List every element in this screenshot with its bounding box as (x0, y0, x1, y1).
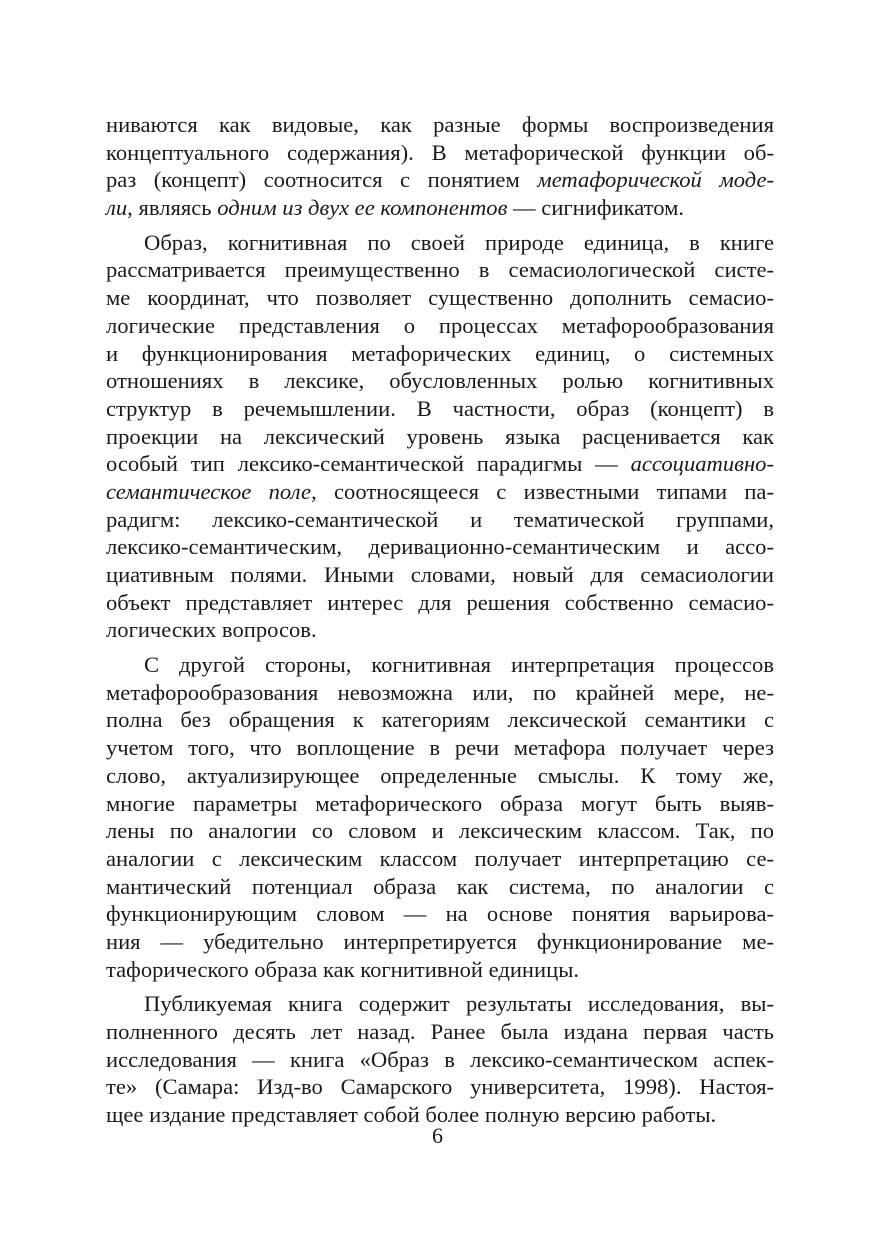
text-segment: радигм: лексико-семантической и тематической группами, (106, 506, 774, 532)
text-segment: ния — убедительно интерпретируется функционирование ме- (106, 928, 774, 954)
text-line (106, 450, 774, 478)
italic-text: семантическое поле (106, 478, 312, 504)
text-line (106, 817, 774, 845)
text-segment: логических вопросов. (106, 617, 317, 643)
text-line (106, 589, 774, 617)
italic-text: метафорической моде- (537, 167, 774, 193)
text-line (106, 734, 774, 762)
text-segment: метафорообразования невозможна или, по крайней мере, не- (106, 679, 774, 705)
text-line (106, 340, 774, 368)
text-segment: ниваются как видовые, как разные формы воспроизведения (106, 112, 774, 137)
text-segment: щее издание представляет собой более полную версию работы. (106, 1102, 717, 1128)
text-line (106, 194, 774, 222)
text-segment: мантический потенциал образа как система, по аналогии с (106, 873, 774, 899)
text-line (106, 679, 774, 707)
text-line (106, 616, 774, 644)
text-segment: концептуального содержания). В метафорической функции об- (106, 139, 774, 165)
text-line (106, 561, 774, 589)
text-segment: рассматривается преимущественно в семасиологической систе- (106, 257, 774, 283)
text-segment: циативным полями. Иными словами, новый для семасиологии (106, 562, 774, 587)
text-line (106, 367, 774, 395)
text-line (106, 533, 774, 561)
text-line (106, 111, 774, 139)
text-segment: те» (Самара: Изд-во Самарского университета, 1998). Настоя- (106, 1074, 774, 1100)
text-line (106, 928, 774, 956)
text-line (106, 229, 774, 257)
text-segment: лены по аналогии со словом и лексическим классом. Так, по (106, 818, 774, 844)
text-segment: лексико-семантическим, деривационно-семантическим и ассо- (106, 534, 774, 560)
text-line (106, 139, 774, 167)
text-segment: логические представления о процессах метафорообразования (106, 312, 774, 338)
text-line (106, 1046, 774, 1074)
text-segment: учетом того, что воплощение в речи метафора получает через (106, 735, 774, 761)
paragraph (106, 990, 774, 1128)
text-line (106, 900, 774, 928)
paragraph (106, 111, 774, 222)
text-segment: — сигнификатом. (507, 195, 685, 221)
text-line (106, 762, 774, 790)
text-segment: , являясь (127, 195, 218, 221)
text-line (106, 506, 774, 534)
italic-text: ассоциативно- (630, 451, 774, 477)
text-segment: Публикуемая книга содержит результаты исследования, вы- (144, 991, 774, 1017)
text-segment: Образ, когнитивная по своей природе единица, в книге (144, 229, 774, 255)
text-segment: отношениях в лексике, обусловленных ролью когнитивных (106, 368, 774, 394)
text-segment: , соотносящееся с известными типами па- (311, 478, 774, 504)
text-line (106, 790, 774, 818)
text-segment: проекции на лексический уровень языка расценивается как (106, 423, 774, 449)
text-segment: С другой стороны, когнитивная интерпретация процессов (144, 652, 774, 678)
paragraph (106, 229, 774, 644)
text-segment: исследования — книга «Образ в лексико-семантическом аспек- (106, 1046, 774, 1072)
paragraph-gap (106, 983, 774, 990)
text-segment: и функционирования метафорических единиц, о системных (106, 340, 774, 366)
text-segment: ме координат, что позволяет существенно дополнить семасио- (106, 285, 774, 311)
text-segment: раз (концепт) соотносится с понятием (106, 167, 538, 193)
text-line (106, 845, 774, 873)
text-line (106, 395, 774, 423)
text-line (106, 706, 774, 734)
text-line (106, 873, 774, 901)
text-line (106, 423, 774, 451)
text-segment: особый тип лексико-семантической парадигмы — (106, 451, 631, 477)
text-segment: полненного десять лет назад. Ранее была издана первая часть (106, 1019, 774, 1044)
italic-text: одним из двух ее компонентов (217, 195, 508, 221)
text-line (106, 990, 774, 1018)
page-number: 6 (432, 1123, 443, 1148)
text-segment: объект представляет интерес для решения собственно семасио- (106, 589, 774, 615)
body-text (106, 111, 774, 1129)
paragraph-gap (106, 644, 774, 651)
paragraph-gap (106, 222, 774, 229)
text-line (106, 956, 774, 984)
italic-text: ли (106, 195, 128, 221)
text-line (106, 1073, 774, 1101)
text-segment: многие параметры метафорического образа могут быть выяв- (106, 790, 774, 816)
text-line (106, 651, 774, 679)
text-segment: структур в речемышлении. В частности, образ (концепт) в (106, 395, 774, 421)
text-line (106, 256, 774, 284)
text-segment: тафорического образа как когнитивной единицы. (106, 956, 580, 982)
text-line (106, 312, 774, 340)
text-segment: полна без обращения к категориям лексической семантики с (106, 707, 774, 733)
text-segment: аналогии с лексическим классом получает интерпретацию се- (106, 845, 774, 871)
text-line (106, 1018, 774, 1046)
text-line (106, 284, 774, 312)
text-line (106, 478, 774, 506)
text-line (106, 166, 774, 194)
paragraph (106, 651, 774, 983)
text-segment: функционирующим словом — на основе понятия варьирова- (106, 901, 774, 927)
text-segment: слово, актуализирующее определенные смыслы. К тому же, (106, 762, 774, 788)
